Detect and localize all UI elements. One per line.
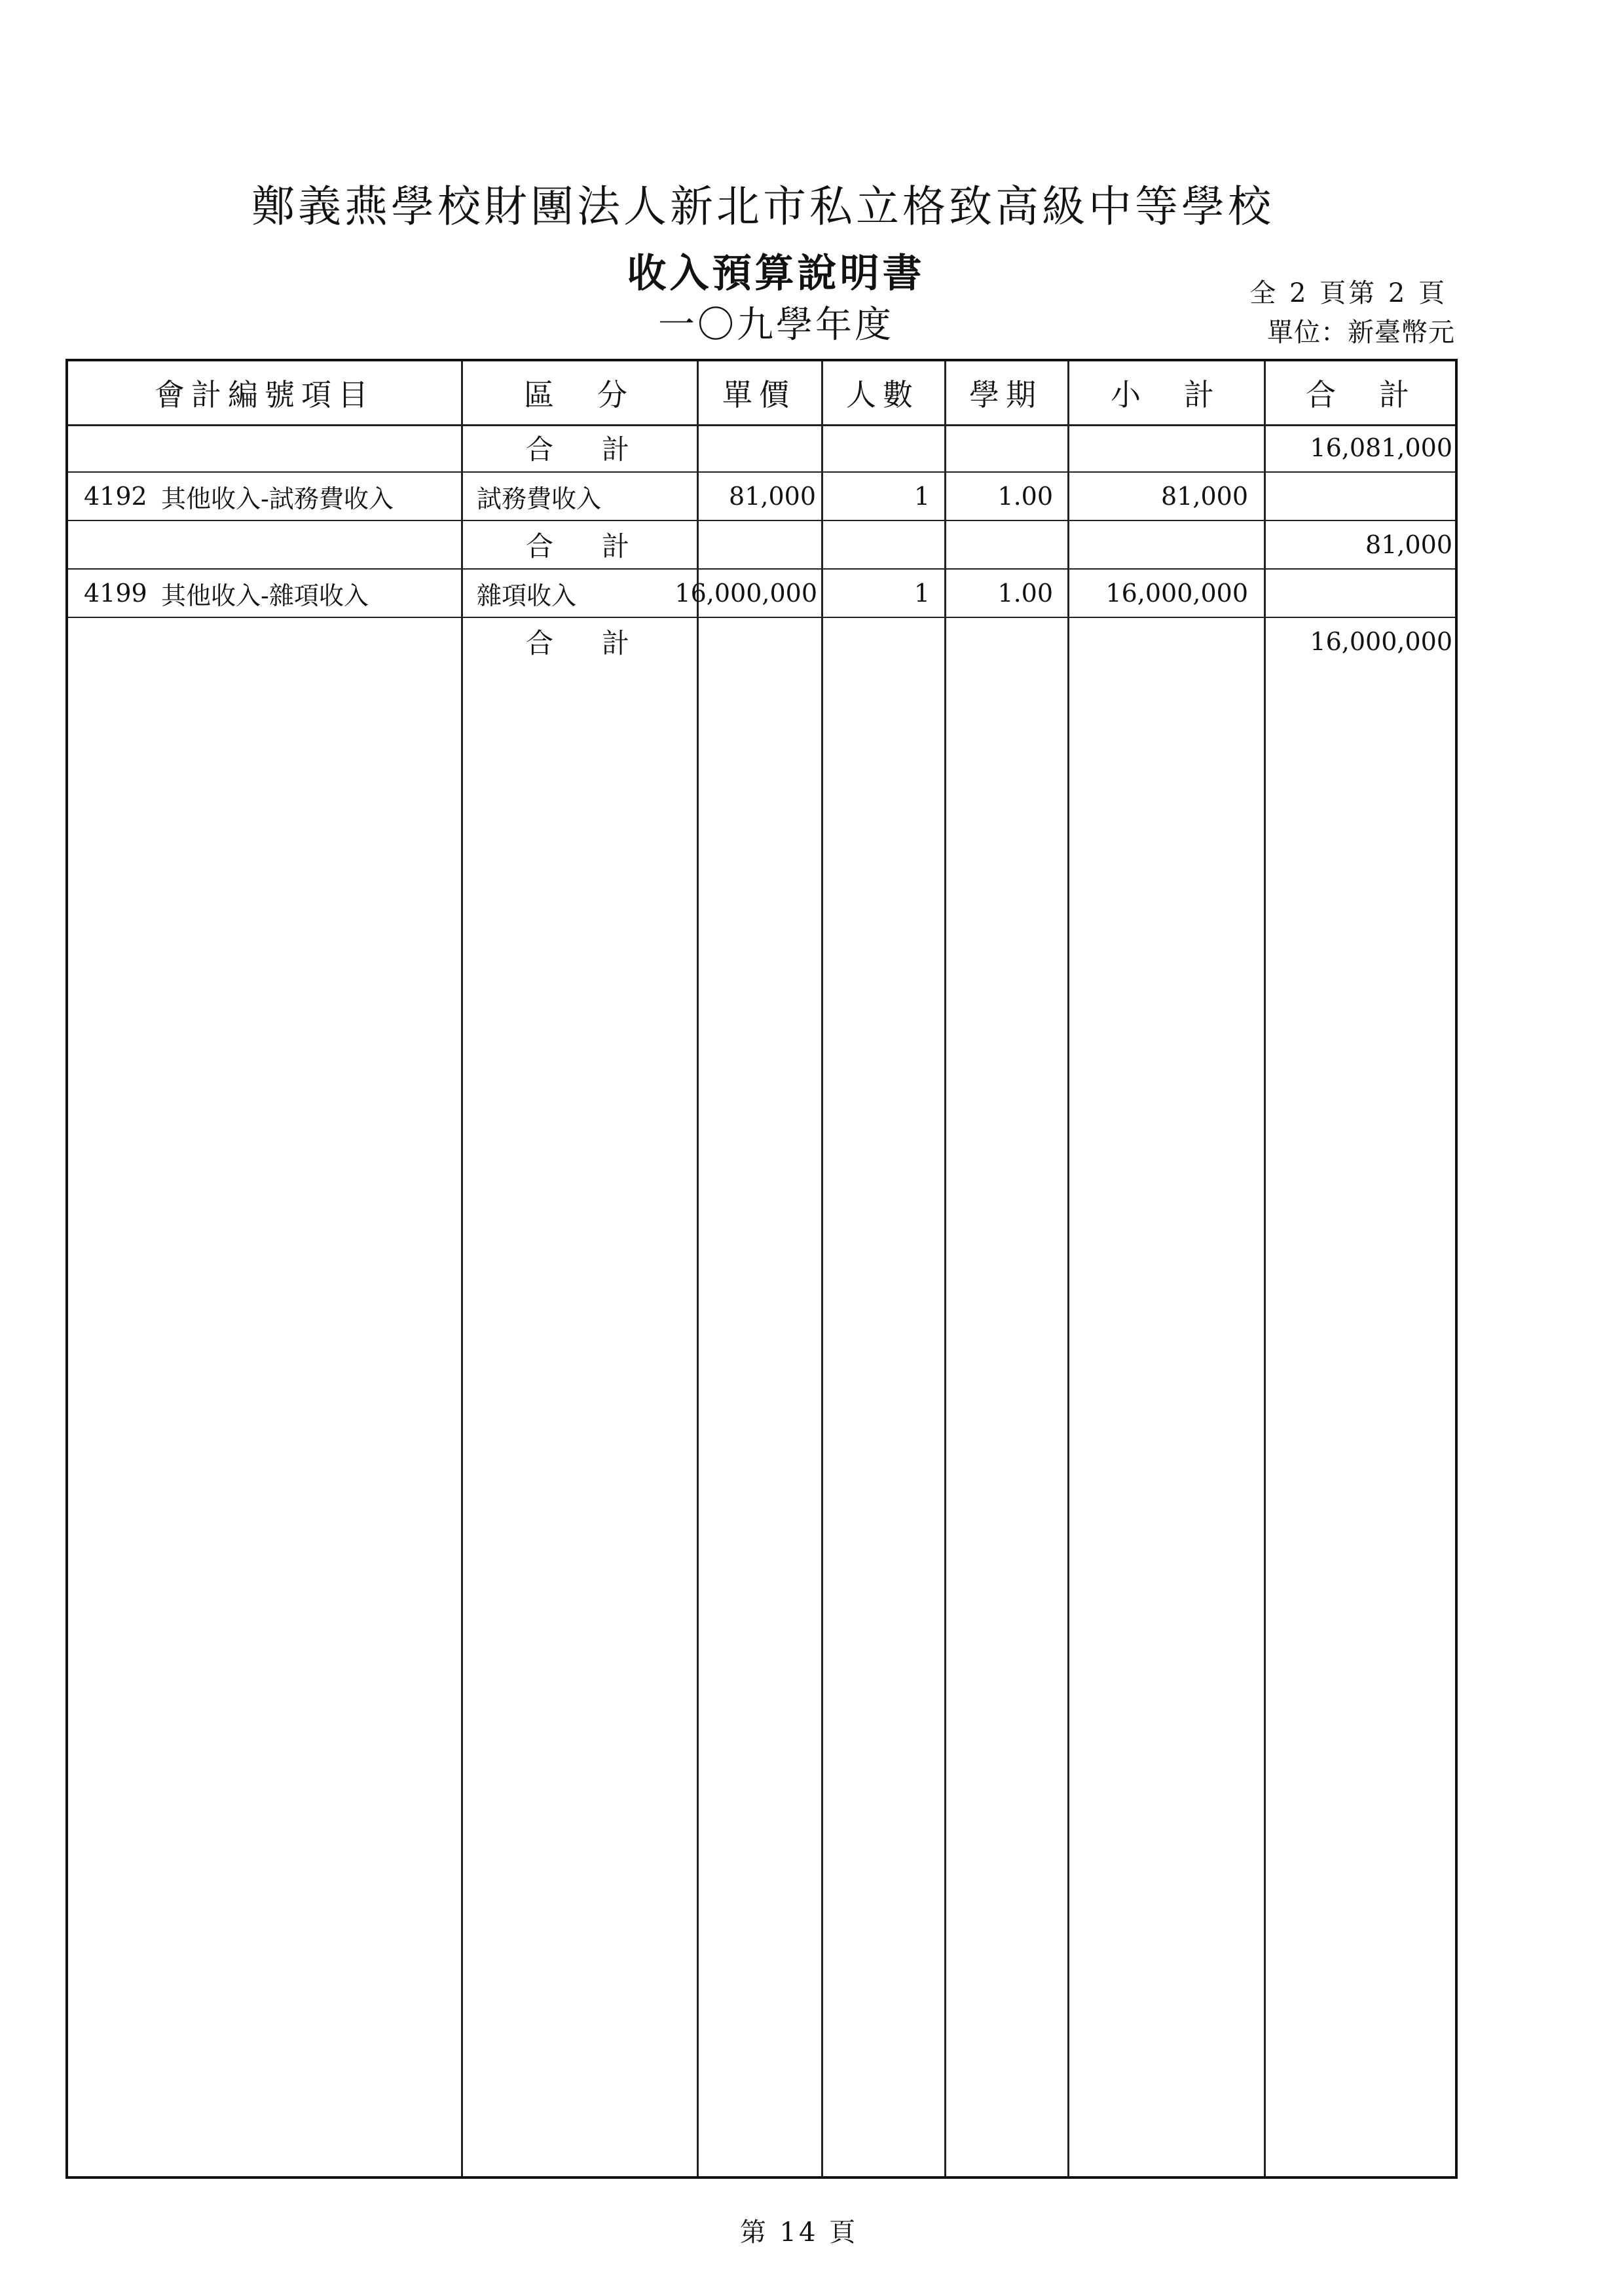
unit-price-cell: 81,000	[729, 482, 816, 511]
subtotal-cell: 16,000,000	[1105, 579, 1248, 608]
subtotal-cell: 81,000	[1161, 482, 1248, 511]
column-header-total: 合 計	[1306, 377, 1416, 412]
sum-label-char: 合	[525, 530, 556, 562]
terms-cell: 1.00	[997, 482, 1053, 511]
terms-cell: 1.00	[997, 579, 1053, 608]
account-name: 其他收入-雜項收入	[161, 581, 369, 610]
table-row-sum	[68, 521, 1455, 570]
document-title: 收入預算說明書	[627, 251, 925, 297]
people-cell: 1	[913, 579, 930, 608]
unit-price-cell: 16,000,000	[674, 579, 817, 608]
sum-label-char: 計	[602, 433, 633, 465]
sum-label-char: 計	[602, 627, 633, 659]
page-number: 第 14 頁	[739, 2217, 858, 2248]
total-value: 16,081,000	[1310, 433, 1452, 462]
category-cell: 雜項收入	[477, 581, 577, 610]
sum-label-char: 合	[525, 627, 556, 659]
account-code: 4192	[84, 482, 147, 511]
column-header-category: 區 分	[524, 377, 634, 412]
sum-label	[461, 521, 697, 568]
table-row-sum	[68, 424, 1455, 473]
column-header-account: 會計編號項目	[155, 377, 375, 412]
table-row-item	[68, 570, 1455, 618]
total-value: 16,000,000	[1310, 627, 1452, 656]
page-info: 全 2 頁第 2 頁	[1249, 278, 1447, 308]
account-cell	[68, 473, 461, 520]
sum-label-char: 計	[602, 530, 633, 562]
table-row-item	[68, 473, 1455, 521]
currency-unit: 單位：新臺幣元	[1267, 318, 1455, 348]
people-cell: 1	[913, 482, 930, 511]
category-cell: 試務費收入	[477, 484, 602, 513]
column-header-terms: 學期	[969, 377, 1043, 412]
sum-label	[461, 424, 697, 471]
account-code: 4199	[84, 579, 147, 608]
table-header	[68, 361, 1455, 426]
column-header-subtotal: 小 計	[1111, 377, 1221, 412]
column-header-unit-price: 單價	[722, 377, 796, 412]
total-value: 81,000	[1365, 530, 1452, 559]
account-cell	[68, 570, 461, 617]
budget-table	[65, 359, 1458, 2179]
table-row-sum	[68, 618, 1455, 665]
column-header-people: 人數	[846, 377, 919, 412]
sum-label	[461, 618, 697, 665]
account-name: 其他收入-試務費收入	[161, 484, 394, 513]
school-name: 鄭義燕學校財團法人新北市私立格致高級中等學校	[251, 181, 1274, 232]
school-year: 一〇九學年度	[658, 304, 894, 346]
sum-label-char: 合	[525, 433, 556, 465]
